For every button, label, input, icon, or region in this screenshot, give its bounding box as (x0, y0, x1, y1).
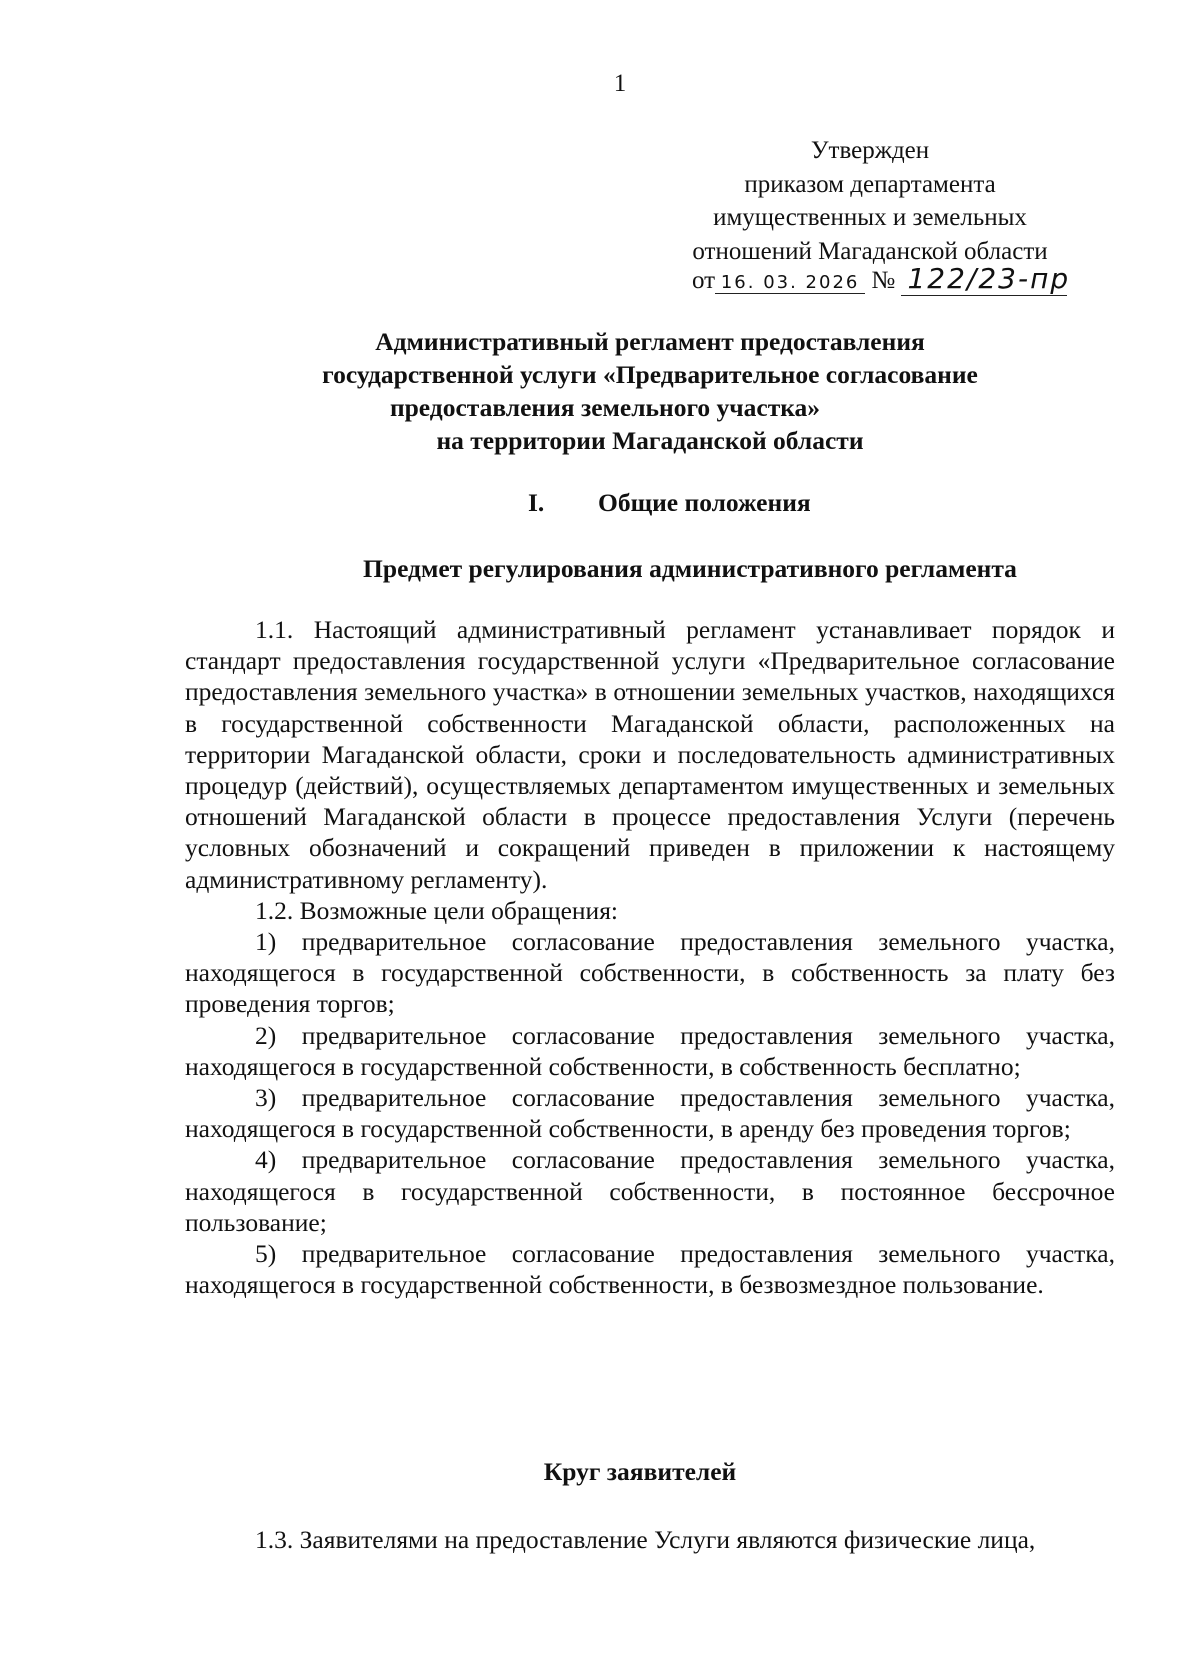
title-line: предоставления земельного участка» (389, 393, 821, 423)
number-prefix: № (871, 267, 896, 294)
paragraph: 3) предварительное согласование предоставления земельного участка, находящегося в государственной собственности, в аренду без проведения торгов; (185, 1083, 1115, 1144)
section-heading (528, 488, 811, 518)
paragraph: 2) предварительное согласование предоставления земельного участка, находящегося в государственной собственности, в собственность бесплатно; (185, 1020, 1115, 1081)
title-line: государственной услуги «Предварительное согласование (322, 360, 978, 390)
approval-line: отношений Магаданской области (692, 237, 1048, 265)
approval-block (660, 134, 1080, 268)
approval-line: приказом департамента (744, 170, 996, 198)
paragraph: 1.3. Заявителями на предоставление Услуги являются физические лица, (255, 1525, 1036, 1554)
body-text-continued (185, 1524, 1115, 1555)
subheading-subject: Предмет регулирования административного регламента (363, 554, 1017, 583)
approval-date-line (692, 262, 1071, 296)
body-text (185, 614, 1115, 1300)
title-line: Административный регламент предоставления (375, 327, 925, 356)
approval-line: Утвержден (810, 137, 930, 164)
section-number: I. (528, 488, 545, 517)
title-line: на территории Магаданской области (436, 426, 864, 456)
paragraph: 1) предварительное согласование предоставления земельного участка, находящегося в государственной собственности, в собственность за плату без проведения торгов; (185, 927, 1115, 1019)
subheading-applicants: Круг заявителей (543, 1457, 737, 1486)
paragraph: 4) предварительное согласование предоставления земельного участка, находящегося в государственной собственности, в постоянное бессрочное пользование; (185, 1145, 1115, 1237)
approval-line: имущественных и земельных (713, 204, 1027, 231)
section-title: Общие положения (598, 488, 811, 517)
paragraph: 1.1. Настоящий административный регламент устанавливает порядок и стандарт предоставления государственной услуги «Предварительное согласование предоставления земельного участка» в отношении земельных участков, находящихся в государственной собственности Магаданской области, расположенных на территории Магаданской области, сроки и последовательность административных процедур (действий), осуществляемых департаментом имущественных и земельных отношений Магаданской области в процессе предоставления Услуги (перечень условных обозначений и сокращений приведен в приложении к настоящему административному регламенту). (185, 615, 1115, 894)
page-number: 1 (613, 70, 627, 97)
paragraph: 1.2. Возможные цели обращения: (255, 895, 619, 925)
order-number: 122/23-пр (901, 262, 1067, 296)
date-prefix: от (692, 267, 716, 294)
order-date: 16. 03. 2026 (715, 272, 865, 294)
document-title (250, 325, 1050, 458)
paragraph: 5) предварительное согласование предоставления земельного участка, находящегося в государственной собственности, в безвозмездное пользование. (185, 1239, 1115, 1300)
